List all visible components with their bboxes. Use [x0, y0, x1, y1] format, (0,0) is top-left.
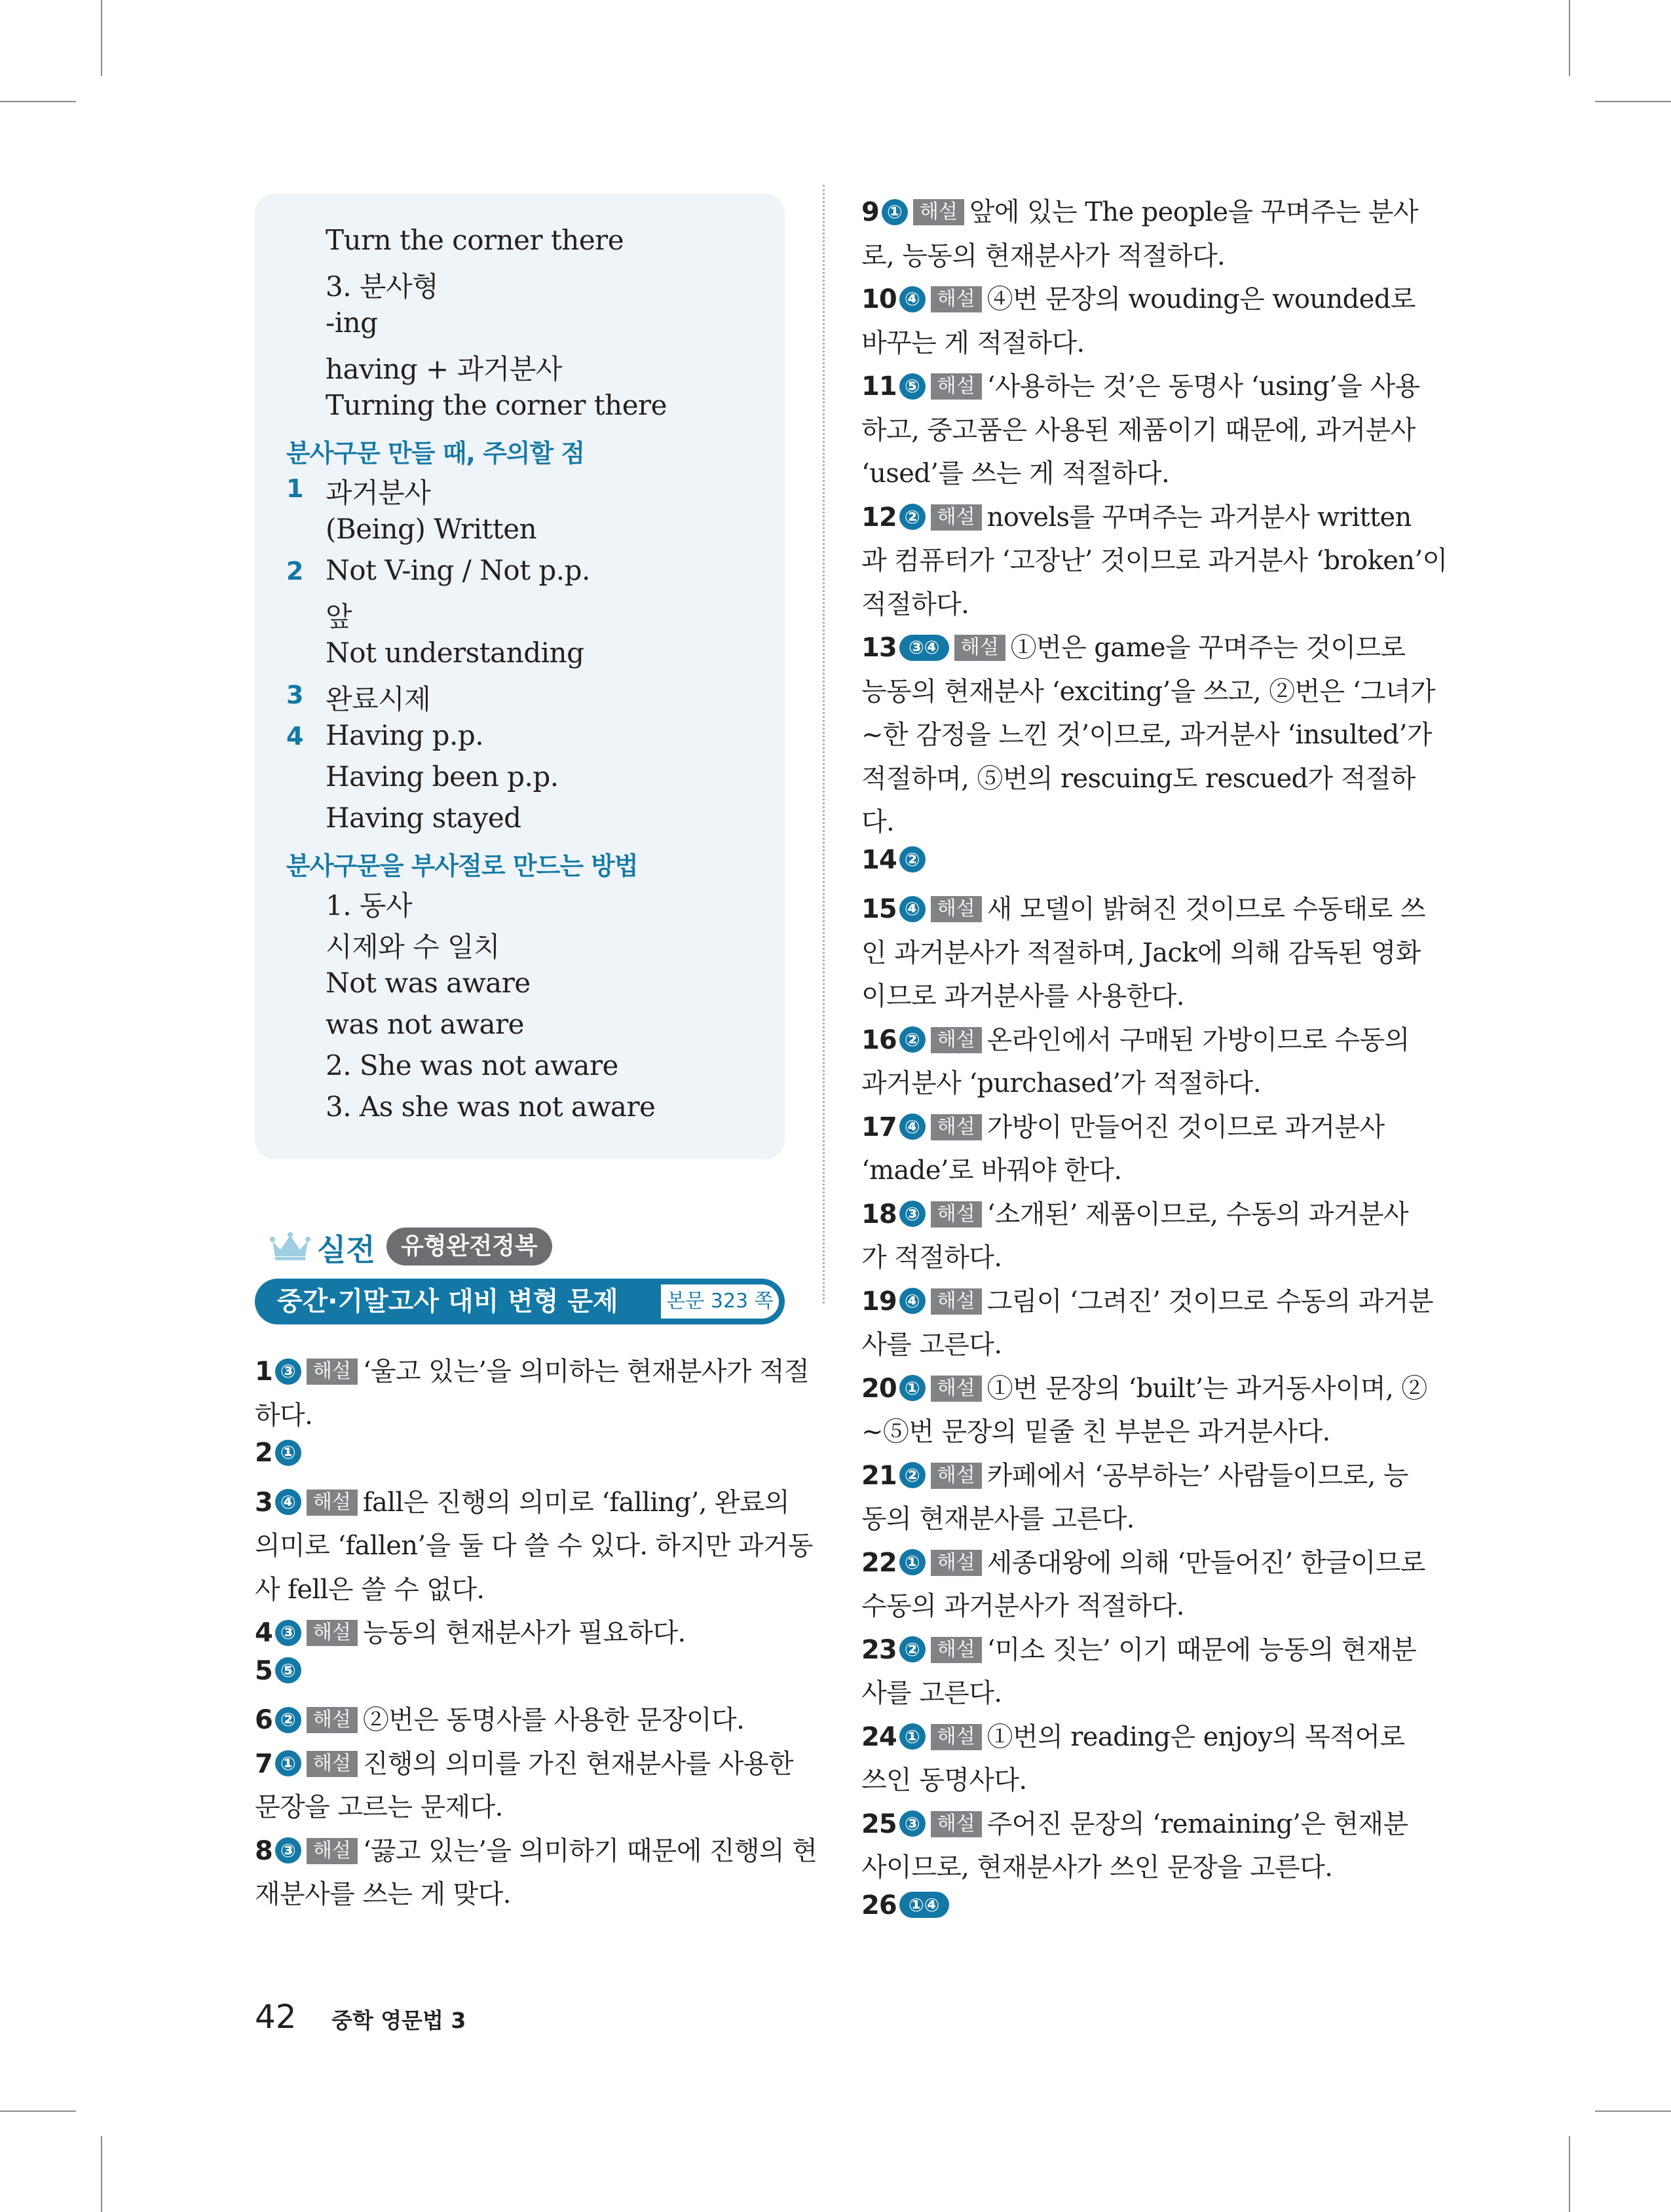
explanation-tag: 해설 [931, 1637, 982, 1663]
answer-item [255, 1612, 686, 1649]
explanation-tag: 해설 [931, 1724, 982, 1750]
answer-text: ‘미소 짓는’ 이기 때문에 능동의 현재분 [986, 1634, 1417, 1665]
answer-item [255, 1351, 809, 1388]
summary-item-number: 4 [286, 722, 304, 751]
crown-icon [270, 1231, 310, 1260]
answer-item [861, 1019, 1410, 1057]
explanation-tag: 해설 [307, 1620, 358, 1646]
summary-line: 3. 분사형 [326, 271, 439, 303]
answer-text: 온라인에서 구매된 가방이므로 수동의 [986, 1024, 1410, 1055]
answer-text: 하고, 중고품은 사용된 제품이기 때문에, 과거분사 [861, 415, 1416, 445]
answer-choice: ② [899, 1026, 926, 1053]
question-number: 13 [861, 633, 897, 663]
answer-choice: ① [275, 1750, 301, 1776]
section-pill: 유형완전정복 [386, 1228, 552, 1265]
question-number: 25 [861, 1809, 897, 1839]
summary-line: 2. She was not aware [326, 1049, 618, 1081]
answer-item [861, 1803, 1408, 1841]
answer-choice: ⑤ [899, 373, 926, 400]
answer-text: ‘made’로 바꿔야 한다. [861, 1155, 1122, 1186]
answer-text: 가방이 만들어진 것이므로 과거분사 [986, 1112, 1385, 1142]
answer-choice: ③ [275, 1359, 301, 1385]
question-number: 2 [255, 1438, 272, 1468]
question-number: 3 [255, 1487, 272, 1518]
crop-mark-left-bottom [0, 2110, 76, 2112]
answer-text: 이므로 과거분사를 사용한다. [861, 981, 1184, 1011]
answer-item [861, 1455, 1408, 1492]
answer-continuation [861, 1062, 1261, 1100]
answer-item [861, 1890, 949, 1921]
answer-text: 사를 고른다. [861, 1678, 1002, 1708]
banner-title: 중간·기말고사 대비 변형 문제 [277, 1286, 618, 1317]
answer-item [861, 1193, 1408, 1231]
answer-text: ①번의 reading은 enjoy의 목적어로 [986, 1721, 1405, 1752]
answer-item [861, 1629, 1416, 1666]
answer-item [861, 1716, 1404, 1753]
answer-text: 적절하다. [861, 589, 969, 620]
answer-text: 인 과거분사가 적절하며, Jack에 의해 감독된 영화 [861, 937, 1421, 968]
answer-text: ‘사용하는 것’은 동명사 ‘using’을 사용 [986, 371, 1420, 402]
answer-item [861, 1368, 1427, 1405]
answer-text: ‘끓고 있는’을 의미하기 때문에 진행의 현 [362, 1835, 817, 1866]
answer-item [255, 1699, 744, 1736]
question-number: 26 [861, 1890, 897, 1921]
question-number: 24 [861, 1721, 897, 1752]
answer-continuation [861, 714, 1432, 751]
explanation-tag: 해설 [307, 1838, 358, 1864]
answer-text: 가 적절하다. [861, 1243, 1002, 1273]
answer-choice: ① [899, 1723, 926, 1750]
answer-item [255, 1830, 817, 1867]
summary-line: 완료시제 [326, 683, 431, 715]
answer-continuation [861, 1759, 1026, 1797]
answer-continuation [861, 1672, 1002, 1710]
answer-choice: ④ [899, 896, 926, 922]
question-number: 20 [861, 1373, 897, 1404]
answer-continuation [861, 671, 1435, 708]
summary-line: Not V-ing / Not p.p. [326, 554, 590, 586]
question-number: 4 [255, 1618, 272, 1648]
answer-continuation [861, 975, 1184, 1013]
answer-continuation [861, 409, 1416, 447]
answer-text: 세종대왕에 의해 ‘만들어진’ 한글이므로 [986, 1547, 1425, 1578]
answer-text: 능동의 현재분사가 필요하다. [362, 1618, 686, 1648]
answer-text: 과거분사 ‘purchased’가 적절하다. [861, 1068, 1261, 1098]
explanation-tag: 해설 [931, 1114, 982, 1140]
question-number: 17 [861, 1112, 897, 1142]
section-banner [255, 1279, 785, 1324]
answer-continuation [861, 1585, 1184, 1622]
answer-text: 문장을 고르는 문제다. [255, 1792, 503, 1822]
question-number: 9 [861, 197, 879, 227]
question-number: 15 [861, 894, 897, 924]
answer-text: 하다. [255, 1400, 313, 1431]
answer-text: 수동의 과거분사가 적절하다. [861, 1591, 1184, 1621]
explanation-tag: 해설 [931, 1376, 982, 1402]
answer-item [861, 1542, 1425, 1579]
answer-continuation [861, 235, 1225, 272]
summary-line: Having p.p. [326, 719, 484, 751]
answer-text: 사를 고른다. [861, 1330, 1002, 1360]
answer-item [861, 366, 1420, 403]
summary-line: 1. 동사 [326, 890, 413, 922]
explanation-tag: 해설 [931, 1550, 982, 1576]
book-title: 중학 영문법 3 [331, 2008, 466, 2033]
answer-text: novels를 꾸며주는 과거분사 written [986, 502, 1412, 533]
explanation-tag: 해설 [931, 1201, 982, 1228]
answer-text: 진행의 의미를 가진 현재분사를 사용한 [362, 1748, 793, 1779]
answer-choice: ⑤ [275, 1657, 301, 1683]
summary-line: Not understanding [326, 637, 584, 669]
section-title: 실전 [317, 1232, 375, 1267]
answer-text: 앞에 있는 The people을 꾸며주는 분사 [969, 197, 1418, 227]
summary-item-number: 3 [286, 681, 304, 709]
answer-item [861, 845, 926, 875]
question-number: 22 [861, 1547, 897, 1578]
answer-text: 적절하며, ⑤번의 rescuing도 rescued가 적절하 [861, 763, 1416, 794]
summary-heading: 분사구문을 부사절로 만드는 방법 [286, 852, 638, 880]
answer-text: 새 모델이 밝혀진 것이므로 수동태로 쓰 [986, 894, 1425, 924]
answer-choice: ② [275, 1707, 301, 1733]
answer-continuation [861, 1237, 1002, 1274]
banner-page-reference: 본문 323 쪽 [661, 1284, 779, 1319]
answer-continuation [861, 1411, 1330, 1448]
answer-choice: ③ [275, 1620, 301, 1646]
explanation-tag: 해설 [931, 1463, 982, 1489]
explanation-tag: 해설 [307, 1707, 358, 1733]
answer-choice: ① [275, 1440, 301, 1466]
answer-text: ①번은 game을 꾸며주는 것이므로 [1010, 633, 1406, 663]
summary-item-number: 2 [286, 557, 304, 586]
question-number: 21 [861, 1460, 897, 1491]
crop-mark-top-left [101, 0, 102, 76]
answer-item [255, 1656, 301, 1686]
summary-line: 과거분사 [326, 477, 431, 509]
explanation-tag: 해설 [931, 1288, 982, 1315]
answer-text: 쓰인 동명사다. [861, 1765, 1027, 1795]
page-number: 42 [255, 1998, 297, 2036]
summary-line: Not was aware [326, 967, 531, 999]
answer-choice: ④ [899, 1288, 926, 1314]
answer-continuation [861, 1324, 1002, 1361]
question-number: 10 [861, 284, 897, 314]
summary-line: Having been p.p. [326, 760, 559, 793]
crop-mark-left-top [0, 101, 76, 102]
summary-line: (Being) Written [326, 513, 537, 545]
column-divider [823, 185, 825, 1303]
summary-item-number: 1 [286, 474, 304, 503]
explanation-tag: 해설 [931, 1027, 982, 1053]
question-number: 7 [255, 1748, 272, 1779]
answer-item [861, 888, 1425, 926]
question-number: 8 [255, 1835, 272, 1866]
summary-line: was not aware [326, 1008, 524, 1040]
answer-text: 그림이 ‘그려진’ 것이므로 수동의 과거분 [986, 1286, 1433, 1317]
crop-mark-bottom-right [1569, 2136, 1570, 2212]
question-number: 12 [861, 502, 897, 533]
answer-text: ②번은 동명사를 사용한 문장이다. [362, 1705, 745, 1735]
answer-text: ‘used’를 쓰는 게 적절하다. [861, 459, 1170, 489]
question-number: 16 [861, 1024, 897, 1055]
question-number: 23 [861, 1634, 897, 1665]
answer-choice: ③④ [899, 635, 949, 661]
question-number: 5 [255, 1655, 272, 1686]
answer-text: 사이므로, 현재분사가 쓰인 문장을 고른다. [861, 1852, 1333, 1883]
crop-mark-top-right [1569, 0, 1570, 76]
answer-text: ‘소개된’ 제품이므로, 수동의 과거분사 [986, 1199, 1408, 1229]
question-number: 1 [255, 1357, 272, 1387]
crop-mark-bottom-left [101, 2136, 102, 2212]
answer-continuation [861, 758, 1416, 795]
answer-continuation [861, 1846, 1332, 1884]
explanation-tag: 해설 [307, 1359, 358, 1385]
answer-item [255, 1482, 789, 1519]
explanation-tag: 해설 [931, 373, 982, 400]
answer-text: 재분사를 쓰는 게 맞다. [255, 1879, 511, 1909]
answer-text: 카페에서 ‘공부하는’ 사람들이므로, 능 [986, 1460, 1408, 1491]
question-number: 19 [861, 1286, 897, 1317]
summary-line: Turn the corner there [326, 224, 624, 256]
answer-text: ④번 문장의 wouding은 wounded로 [986, 284, 1416, 314]
explanation-tag: 해설 [931, 896, 982, 922]
question-number: 18 [861, 1199, 897, 1229]
answer-choice: ④ [899, 286, 926, 312]
summary-line: 앞 [326, 601, 352, 633]
answer-continuation [861, 1150, 1121, 1187]
answer-text: fall은 진행의 의미로 ‘falling’, 완료의 [362, 1487, 790, 1518]
answer-choice: ② [899, 1462, 926, 1488]
answer-text: 의미로 ‘fallen’을 둘 다 쓸 수 있다. 하지만 과거동 [255, 1531, 813, 1561]
answer-item [861, 278, 1416, 316]
crop-mark-right-bottom [1595, 2110, 1671, 2112]
answer-continuation [861, 584, 969, 621]
answer-text: 사 fell은 쓸 수 없다. [255, 1574, 485, 1605]
answer-choice: ② [899, 846, 926, 872]
answer-choice: ② [899, 1636, 926, 1662]
answer-continuation [255, 1569, 484, 1606]
answer-choice: ①④ [899, 1892, 949, 1918]
answer-item [861, 497, 1412, 534]
answer-choice: ① [882, 199, 908, 225]
summary-line: 시제와 수 일치 [326, 931, 500, 963]
answer-choice: ③ [899, 1810, 926, 1837]
answer-choice: ③ [275, 1837, 301, 1864]
answer-text: 바꾸는 게 적절하다. [861, 328, 1085, 358]
answer-continuation [255, 1786, 503, 1824]
answer-choice: ① [899, 1549, 926, 1575]
answer-item [861, 1106, 1385, 1144]
explanation-tag: 해설 [307, 1751, 358, 1777]
answer-text: 로, 능동의 현재분사가 적절하다. [861, 240, 1226, 271]
answer-continuation [861, 1498, 1135, 1535]
answer-continuation [255, 1873, 511, 1911]
answer-item [861, 191, 1418, 229]
question-number: 14 [861, 844, 897, 875]
answer-continuation [861, 322, 1085, 360]
answer-continuation [255, 1525, 813, 1562]
answer-text: 과 컴퓨터가 ‘고장난’ 것이므로 과거분사 ‘broken’이 [861, 546, 1448, 576]
summary-line: 3. As she was not aware [326, 1091, 656, 1123]
answer-text: 능동의 현재분사 ‘exciting’을 쓰고, ②번은 ‘그녀가 [861, 676, 1435, 707]
answer-item [255, 1743, 793, 1780]
explanation-tag: 해설 [931, 1811, 982, 1837]
answer-text: 주어진 문장의 ‘remaining’은 현재분 [986, 1809, 1408, 1839]
answer-choice: ③ [899, 1201, 926, 1227]
explanation-tag: 해설 [931, 504, 982, 531]
answer-text: ‘울고 있는’을 의미하는 현재분사가 적절 [362, 1357, 810, 1387]
explanation-tag: 해설 [931, 286, 982, 312]
crop-mark-right-top [1595, 101, 1671, 102]
question-number: 6 [255, 1705, 272, 1735]
question-number: 11 [861, 371, 897, 402]
answer-text: 동의 현재분사를 고른다. [861, 1504, 1135, 1534]
summary-heading: 분사구문 만들 때, 주의할 점 [286, 439, 585, 468]
summary-line: having + 과거분사 [326, 353, 562, 385]
answer-text: ~⑤번 문장의 밑줄 친 부분은 과거분사다. [861, 1417, 1330, 1447]
answer-choice: ④ [899, 1114, 926, 1140]
answer-continuation [861, 540, 1448, 577]
answer-continuation [255, 1395, 312, 1432]
explanation-tag: 해설 [913, 199, 964, 225]
explanation-tag: 해설 [954, 635, 1005, 661]
answer-item [255, 1438, 301, 1468]
explanation-tag: 해설 [307, 1490, 358, 1516]
answer-text: ~한 감정을 느낀 것’이므로, 과거분사 ‘insulted’가 [861, 720, 1432, 750]
summary-line: -ing [326, 307, 378, 339]
answer-continuation [861, 453, 1169, 490]
answer-choice: ② [899, 504, 926, 530]
answer-item [861, 1281, 1433, 1318]
answer-text: 다. [861, 807, 895, 837]
summary-line: Having stayed [326, 802, 521, 834]
answer-choice: ④ [275, 1489, 301, 1515]
summary-line: Turning the corner there [326, 389, 667, 421]
answer-continuation [861, 932, 1421, 969]
answer-text: ①번 문장의 ‘built’는 과거동사이며, ② [986, 1373, 1427, 1404]
answer-choice: ① [899, 1375, 926, 1401]
answer-continuation [861, 801, 894, 838]
answer-item [861, 627, 1405, 664]
